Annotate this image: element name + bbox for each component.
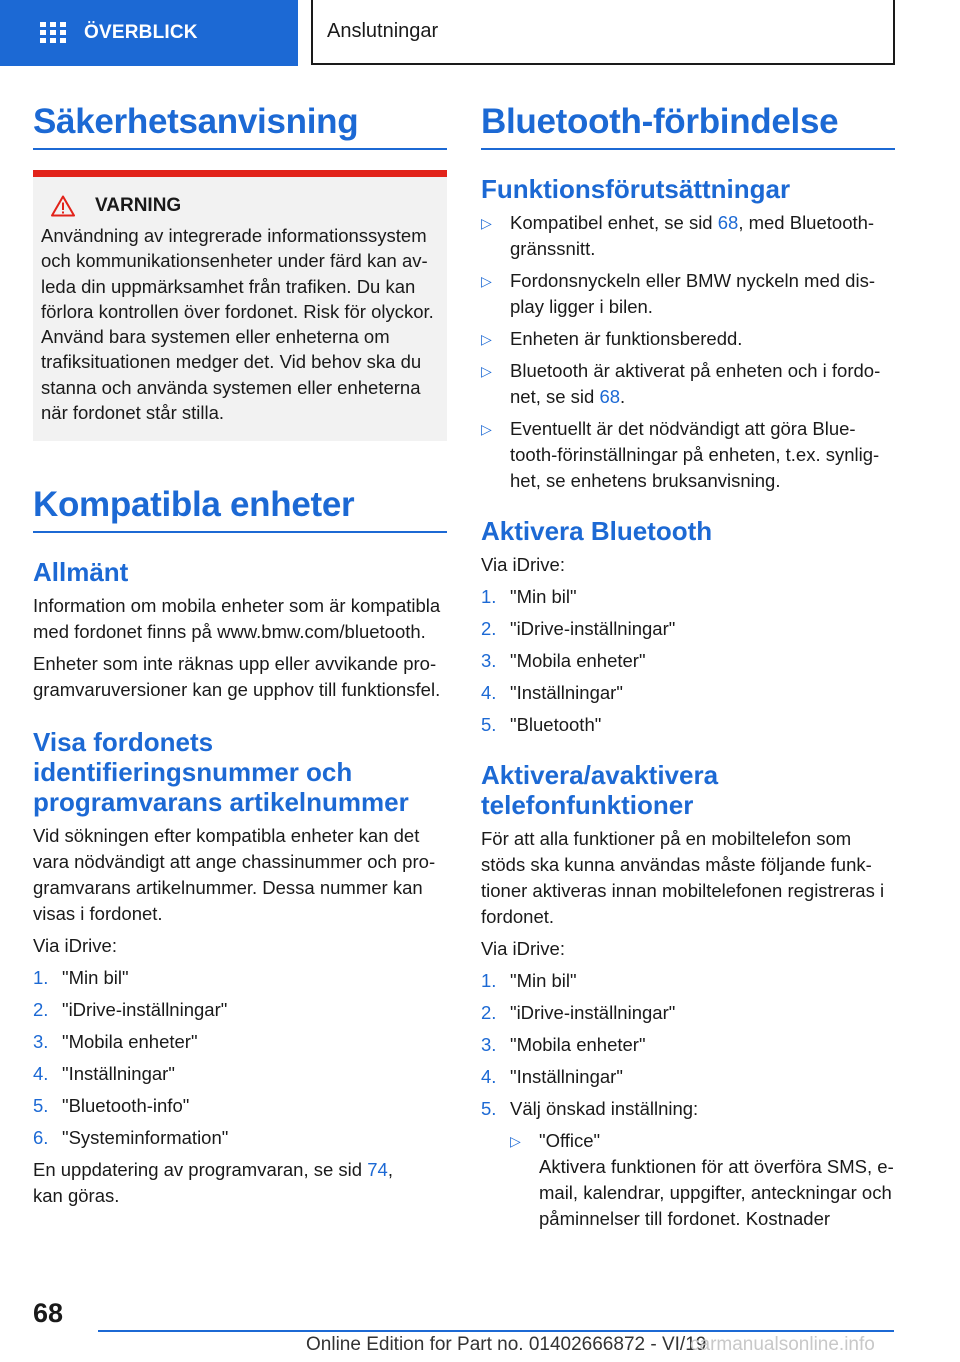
heading-general: Allmänt bbox=[33, 557, 129, 588]
current-section-label: Anslutningar bbox=[327, 20, 439, 42]
heading-phone-functions: Aktivera/avaktivera telefonfunktioner bbox=[481, 760, 719, 820]
list-item: 3. "Mobila enheter" bbox=[481, 650, 646, 671]
overview-tab-label: ÖVERBLICK bbox=[84, 22, 198, 43]
list-item: ▷ Kompatibel enhet, se sid 68, med Bluetooth-gränssnitt. bbox=[481, 210, 895, 262]
warning-text: Användning av integrerade informationssystem och kommunikationsenheter under färd kan avleda din uppmärksamhet från trafiken. Du kan förlora kontrollen över fordonet. Risk för olyckor. Använd bara systemen eller enheterna om trafiksituationen medger det. Vid behov ska du stanna och använda systemen eller enheterna när fordonet står stilla. bbox=[41, 225, 434, 424]
paragraph-phone-functions: För att alla funktioner på en mobiltelefon som stöds ska kunna användas måste följande funktioner aktiveras innan mobiltelefonen registreras i fordonet. bbox=[481, 828, 885, 927]
triangle-bullet-icon: ▷ bbox=[481, 331, 492, 347]
overview-tab[interactable] bbox=[0, 0, 298, 66]
office-sublist bbox=[510, 1128, 895, 1232]
warning-title bbox=[41, 195, 437, 217]
triangle-bullet-icon: ▷ bbox=[481, 273, 492, 289]
requirements-list bbox=[481, 210, 895, 494]
list-item: 5. "Bluetooth" bbox=[481, 714, 602, 735]
triangle-bullet-icon: ▷ bbox=[510, 1133, 521, 1149]
warning-box bbox=[33, 170, 447, 441]
paragraph-general-1: Information om mobila enheter som är kompatibla med fordonet finns på www.bmw.com/bluetooth. bbox=[33, 595, 441, 643]
page-link-74[interactable]: 74 bbox=[367, 1159, 388, 1181]
footer-edition: Online Edition for Part no. 01402666872 - VI/19 bbox=[306, 1334, 707, 1355]
footer-divider bbox=[98, 1330, 894, 1332]
list-item: ▷ Enheten är funktionsberedd. bbox=[481, 326, 895, 352]
watermark: carmanualsonline.info bbox=[690, 1334, 875, 1355]
via-idrive-label: Via iDrive: bbox=[33, 935, 117, 957]
page-number: 68 bbox=[33, 1298, 64, 1328]
list-item: 1. "Min bil" bbox=[481, 970, 577, 991]
list-item: ▷ Fordonsnyckeln eller BMW nyckeln med display ligger i bilen. bbox=[481, 268, 895, 320]
heading-bluetooth-connection: Bluetooth-förbindelse bbox=[481, 100, 895, 150]
steps-list-bluetooth bbox=[481, 584, 895, 738]
list-item: 2. "iDrive-inställningar" bbox=[481, 1002, 676, 1023]
list-item: ▷ "Office" Aktivera funktionen för att överföra SMS, e-mail, kalendrar, uppgifter, anteckningar och påminnelser till fordonet. Kostnader bbox=[510, 1128, 895, 1232]
triangle-bullet-icon: ▷ bbox=[481, 363, 492, 379]
heading-activate-bluetooth: Aktivera Bluetooth bbox=[481, 516, 713, 546]
heading-requirements: Funktionsförutsättningar bbox=[481, 174, 791, 204]
heading-safety: Säkerhetsanvisning bbox=[33, 100, 447, 150]
left-column bbox=[33, 100, 447, 1209]
triangle-bullet-icon: ▷ bbox=[481, 421, 492, 437]
list-item: 5. "Bluetooth-info" bbox=[33, 1095, 190, 1117]
page-link-68[interactable]: 68 bbox=[599, 386, 621, 407]
heading-compatible-devices: Kompatibla enheter bbox=[33, 483, 447, 533]
list-item: 2. "iDrive-inställningar" bbox=[481, 618, 676, 639]
list-item: 4. "Inställningar" bbox=[481, 682, 623, 703]
heading-vin: Visa fordonets identifieringsnummer och programvarans artikelnummer bbox=[33, 727, 409, 818]
warning-title-text: VARNING bbox=[95, 195, 182, 216]
page-link-68[interactable]: 68 bbox=[717, 212, 739, 233]
list-item: 4. "Inställningar" bbox=[33, 1063, 175, 1085]
list-item: 2. "iDrive-inställningar" bbox=[33, 999, 228, 1021]
list-item: 1. "Min bil" bbox=[33, 967, 129, 989]
paragraph-update: En uppdatering av programvaran, se sid 74, kan göras. bbox=[33, 1159, 393, 1207]
triangle-bullet-icon: ▷ bbox=[481, 215, 492, 231]
list-item: 1. "Min bil" bbox=[481, 586, 577, 607]
grid-icon bbox=[40, 22, 66, 44]
list-item: 3. "Mobila enheter" bbox=[481, 1034, 646, 1055]
warning-triangle-icon bbox=[51, 195, 75, 217]
via-idrive-label: Via iDrive: bbox=[481, 938, 565, 959]
list-item: 6. "Systeminformation" bbox=[33, 1127, 229, 1149]
steps-list-systeminfo bbox=[33, 965, 447, 1151]
current-section-tab[interactable] bbox=[311, 0, 895, 65]
list-item: 3. "Mobila enheter" bbox=[33, 1031, 198, 1053]
steps-list-phone bbox=[481, 968, 895, 1122]
paragraph-vin: Vid sökningen efter kompatibla enheter kan det vara nödvändigt att ange chassinummer och programvarans artikelnummer. Dessa nummer kan visas i fordonet. bbox=[33, 825, 436, 925]
list-item: ▷ Eventuellt är det nödvändigt att göra Bluetooth-förinställningar på enheten, t.ex. synlighet, se enhetens bruksanvisning. bbox=[481, 416, 895, 494]
page-header bbox=[0, 0, 960, 66]
right-column bbox=[481, 100, 895, 1232]
list-item: 5. Välj önskad inställning: bbox=[481, 1098, 699, 1119]
paragraph-general-2: Enheter som inte räknas upp eller avvikande programvaruversioner kan ge upphov till funktionsfel. bbox=[33, 653, 441, 701]
list-item: ▷ Bluetooth är aktiverat på enheten och i fordonet, se sid 68. bbox=[481, 358, 895, 410]
list-item: 4. "Inställningar" bbox=[481, 1066, 623, 1087]
via-idrive-label: Via iDrive: bbox=[481, 554, 565, 575]
